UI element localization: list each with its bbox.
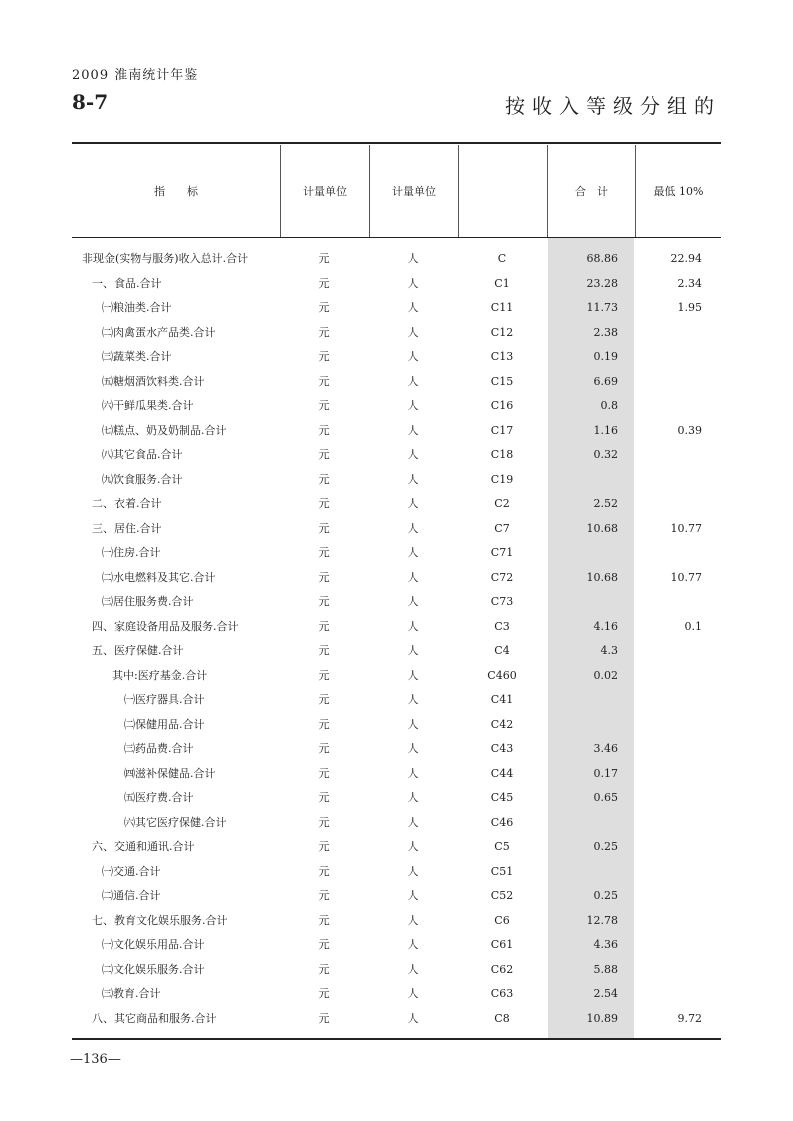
row-total: 5.88 xyxy=(593,962,618,976)
table-row xyxy=(72,370,721,395)
row-total: 10.68 xyxy=(586,570,618,584)
row-code: C41 xyxy=(490,693,514,706)
row-indicator: ㈡保健用品.合计 xyxy=(124,717,205,731)
row-unit2: 人 xyxy=(407,668,419,682)
table-row xyxy=(72,762,721,787)
page-number: —136— xyxy=(70,1052,121,1067)
row-unit2: 人 xyxy=(407,276,419,290)
row-code: C8 xyxy=(494,1011,510,1025)
row-indicator: ㈣滋补保健品.合计 xyxy=(124,766,216,780)
column-header-indicator: 指 标 xyxy=(154,185,198,198)
row-total: 6.69 xyxy=(593,374,618,388)
row-unit1: 元 xyxy=(318,864,330,878)
row-total: 2.52 xyxy=(593,497,618,510)
table-row xyxy=(72,835,721,860)
row-unit1: 元 xyxy=(318,325,330,339)
row-code: C44 xyxy=(490,766,514,780)
table-row xyxy=(72,468,721,493)
row-unit2: 人 xyxy=(407,864,419,878)
table-row xyxy=(72,639,721,664)
row-lowest: 0.39 xyxy=(677,423,702,437)
row-indicator: 五、医疗保健.合计 xyxy=(92,644,184,657)
table-row xyxy=(72,345,721,370)
row-code: C16 xyxy=(490,399,514,412)
row-unit2: 人 xyxy=(407,717,419,731)
row-unit2: 人 xyxy=(407,301,419,314)
row-indicator: ㈨饮食服务.合计 xyxy=(102,472,183,486)
row-code: C43 xyxy=(490,742,514,755)
row-unit2: 人 xyxy=(407,472,419,486)
row-code: C18 xyxy=(490,448,514,461)
row-unit1: 元 xyxy=(318,276,330,290)
row-lowest: 22.94 xyxy=(670,252,702,265)
table-row xyxy=(72,492,721,517)
row-code: C6 xyxy=(494,913,510,927)
row-unit1: 元 xyxy=(318,889,330,902)
row-indicator: 三、居住.合计 xyxy=(92,521,162,535)
row-code: C3 xyxy=(494,619,510,633)
row-unit2: 人 xyxy=(407,938,419,951)
row-code: C5 xyxy=(494,840,510,853)
row-unit1: 元 xyxy=(318,742,330,755)
row-code: C46 xyxy=(490,815,514,829)
row-unit2: 人 xyxy=(407,815,419,829)
row-unit2: 人 xyxy=(407,497,419,510)
row-indicator: ㈦糕点、奶及奶制品.合计 xyxy=(102,423,227,437)
row-unit2: 人 xyxy=(407,521,419,535)
row-unit2: 人 xyxy=(407,962,419,976)
row-total: 23.28 xyxy=(586,276,618,290)
row-unit2: 人 xyxy=(407,423,419,437)
row-lowest: 10.77 xyxy=(670,570,702,584)
row-code: C xyxy=(497,252,507,265)
row-unit1: 元 xyxy=(318,252,330,265)
row-unit1: 元 xyxy=(318,595,330,608)
row-unit2: 人 xyxy=(407,546,419,559)
row-unit1: 元 xyxy=(318,497,330,510)
row-code: C460 xyxy=(487,668,517,682)
table-row xyxy=(72,566,721,591)
table-row xyxy=(72,394,721,419)
column-header-lowest: 最低 10% xyxy=(653,185,704,198)
row-code: C1 xyxy=(494,276,510,290)
row-unit2: 人 xyxy=(407,913,419,927)
row-total: 2.54 xyxy=(593,987,618,1000)
row-lowest: 0.1 xyxy=(684,619,702,633)
row-code: C61 xyxy=(490,938,514,951)
row-indicator: ㈠医疗器具.合计 xyxy=(124,693,205,706)
row-unit1: 元 xyxy=(318,987,330,1000)
row-unit2: 人 xyxy=(407,619,419,633)
row-code: C73 xyxy=(490,595,514,608)
row-unit1: 元 xyxy=(318,350,330,363)
table-row xyxy=(72,1007,721,1032)
table-row xyxy=(72,860,721,885)
table-bottom-rule xyxy=(72,1038,721,1040)
row-unit1: 元 xyxy=(318,644,330,657)
row-unit1: 元 xyxy=(318,766,330,780)
row-unit1: 元 xyxy=(318,546,330,559)
row-code: C51 xyxy=(490,864,514,878)
table-row xyxy=(72,541,721,566)
row-indicator: ㈢教育.合计 xyxy=(102,987,161,1000)
row-total: 0.8 xyxy=(600,399,618,412)
row-unit2: 人 xyxy=(407,325,419,339)
row-unit1: 元 xyxy=(318,521,330,535)
row-code: C12 xyxy=(490,325,514,339)
row-code: C2 xyxy=(494,497,510,510)
row-unit2: 人 xyxy=(407,766,419,780)
row-code: C63 xyxy=(490,987,514,1000)
row-code: C62 xyxy=(490,962,514,976)
row-code: C7 xyxy=(494,521,510,535)
row-unit2: 人 xyxy=(407,399,419,412)
row-unit2: 人 xyxy=(407,570,419,584)
row-unit1: 元 xyxy=(318,913,330,927)
row-unit2: 人 xyxy=(407,350,419,363)
row-total: 68.86 xyxy=(586,252,618,265)
row-unit1: 元 xyxy=(318,570,330,584)
row-unit1: 元 xyxy=(318,815,330,829)
row-indicator: ㈥干鲜瓜果类.合计 xyxy=(102,399,194,412)
row-code: C71 xyxy=(490,546,514,559)
table-row xyxy=(72,786,721,811)
row-indicator: 四、家庭设备用品及服务.合计 xyxy=(92,619,239,633)
row-unit1: 元 xyxy=(318,717,330,731)
table-row xyxy=(72,419,721,444)
row-code: C42 xyxy=(490,717,514,731)
row-unit2: 人 xyxy=(407,987,419,1000)
table-row xyxy=(72,909,721,934)
row-indicator: ㈡文化娱乐服务.合计 xyxy=(102,962,205,976)
row-code: C52 xyxy=(490,889,514,902)
row-total: 0.25 xyxy=(593,840,618,853)
row-unit2: 人 xyxy=(407,374,419,388)
table-row xyxy=(72,517,721,542)
row-unit1: 元 xyxy=(318,472,330,486)
row-total: 4.36 xyxy=(593,938,618,951)
row-total: 3.46 xyxy=(593,742,618,755)
section-title: 按收入等级分组的 xyxy=(505,94,721,118)
row-lowest: 10.77 xyxy=(670,521,702,535)
row-total: 0.65 xyxy=(593,791,618,804)
row-total: 10.89 xyxy=(586,1011,618,1025)
row-unit1: 元 xyxy=(318,423,330,437)
row-total: 0.25 xyxy=(593,889,618,902)
row-total: 4.16 xyxy=(593,619,618,633)
row-indicator: ㈠粮油类.合计 xyxy=(102,301,172,314)
row-unit1: 元 xyxy=(318,301,330,314)
row-code: C4 xyxy=(494,644,510,657)
row-indicator: ㈢蔬菜类.合计 xyxy=(102,350,172,363)
table-row xyxy=(72,713,721,738)
row-indicator: ㈤医疗费.合计 xyxy=(124,791,194,804)
row-unit1: 元 xyxy=(318,962,330,976)
row-unit1: 元 xyxy=(318,693,330,706)
row-total: 4.3 xyxy=(600,644,618,657)
row-unit1: 元 xyxy=(318,619,330,633)
table-row xyxy=(72,982,721,1007)
row-total: 0.02 xyxy=(593,668,618,682)
table-row xyxy=(72,321,721,346)
row-code: C13 xyxy=(490,350,514,363)
row-unit2: 人 xyxy=(407,742,419,755)
row-indicator: ㈢居住服务费.合计 xyxy=(102,595,194,608)
row-unit2: 人 xyxy=(407,840,419,853)
row-unit2: 人 xyxy=(407,595,419,608)
row-lowest: 9.72 xyxy=(677,1011,702,1025)
row-total: 10.68 xyxy=(586,521,618,535)
row-indicator: ㈧其它食品.合计 xyxy=(102,448,183,461)
section-number: 8-7 xyxy=(72,90,109,114)
row-total: 11.73 xyxy=(586,301,618,314)
row-unit2: 人 xyxy=(407,448,419,461)
row-total: 0.17 xyxy=(593,766,618,780)
table-row xyxy=(72,247,721,272)
row-code: C72 xyxy=(490,570,514,584)
table-row xyxy=(72,590,721,615)
row-code: C17 xyxy=(490,423,514,437)
row-indicator: ㈢药品费.合计 xyxy=(124,742,194,755)
table-row xyxy=(72,688,721,713)
row-total: 0.32 xyxy=(593,448,618,461)
row-indicator: 二、衣着.合计 xyxy=(92,497,162,510)
row-indicator: ㈠住房.合计 xyxy=(102,546,161,559)
row-code: C15 xyxy=(490,374,514,388)
header-bottom-rule xyxy=(72,237,721,238)
row-indicator: 六、交通和通讯.合计 xyxy=(92,840,195,853)
row-indicator: ㈤糖烟酒饮料类.合计 xyxy=(102,374,205,388)
row-total: 2.38 xyxy=(593,325,618,339)
row-unit2: 人 xyxy=(407,1011,419,1025)
row-indicator: 其中:医疗基金.合计 xyxy=(112,668,208,682)
row-lowest: 2.34 xyxy=(677,276,702,290)
book-title: 2009 淮南统计年鉴 xyxy=(72,68,199,83)
table-row xyxy=(72,933,721,958)
table-row xyxy=(72,811,721,836)
row-unit1: 元 xyxy=(318,791,330,804)
table-row xyxy=(72,737,721,762)
row-indicator: ㈥其它医疗保健.合计 xyxy=(124,815,227,829)
table-row xyxy=(72,296,721,321)
row-unit2: 人 xyxy=(407,644,419,657)
row-indicator: 八、其它商品和服务.合计 xyxy=(92,1011,217,1025)
row-code: C45 xyxy=(490,791,514,804)
row-total: 1.16 xyxy=(593,423,618,437)
row-unit1: 元 xyxy=(318,1011,330,1025)
table-row xyxy=(72,958,721,983)
row-indicator: 一、食品.合计 xyxy=(92,276,162,290)
row-indicator: ㈠交通.合计 xyxy=(102,864,161,878)
table-row xyxy=(72,664,721,689)
row-unit2: 人 xyxy=(407,693,419,706)
row-unit1: 元 xyxy=(318,399,330,412)
row-unit1: 元 xyxy=(318,668,330,682)
row-indicator: ㈡通信.合计 xyxy=(102,889,161,902)
column-header-code xyxy=(459,145,547,237)
table-row xyxy=(72,443,721,468)
row-unit2: 人 xyxy=(407,252,419,265)
column-header-unit1: 计量单位 xyxy=(303,185,347,198)
row-unit1: 元 xyxy=(318,938,330,951)
column-header-total: 合 计 xyxy=(575,185,608,198)
row-indicator: ㈡肉禽蛋水产品类.合计 xyxy=(102,325,216,339)
row-total: 12.78 xyxy=(586,913,618,927)
row-unit2: 人 xyxy=(407,889,419,902)
table-row xyxy=(72,884,721,909)
row-unit1: 元 xyxy=(318,448,330,461)
row-unit1: 元 xyxy=(318,840,330,853)
row-unit1: 元 xyxy=(318,374,330,388)
row-unit2: 人 xyxy=(407,791,419,804)
row-code: C19 xyxy=(490,472,514,486)
row-indicator: ㈡水电燃料及其它.合计 xyxy=(102,570,216,584)
row-indicator: ㈠文化娱乐用品.合计 xyxy=(102,938,205,951)
table-row xyxy=(72,272,721,297)
row-indicator: 七、教育文化娱乐服务.合计 xyxy=(92,913,228,927)
table-top-rule xyxy=(72,142,721,144)
row-lowest: 1.95 xyxy=(677,301,702,314)
column-header-unit2: 计量单位 xyxy=(392,185,436,198)
table-row xyxy=(72,615,721,640)
row-indicator: 非现金(实物与服务)收入总计.合计 xyxy=(82,252,249,265)
row-code: C11 xyxy=(490,301,514,314)
row-total: 0.19 xyxy=(593,350,618,363)
